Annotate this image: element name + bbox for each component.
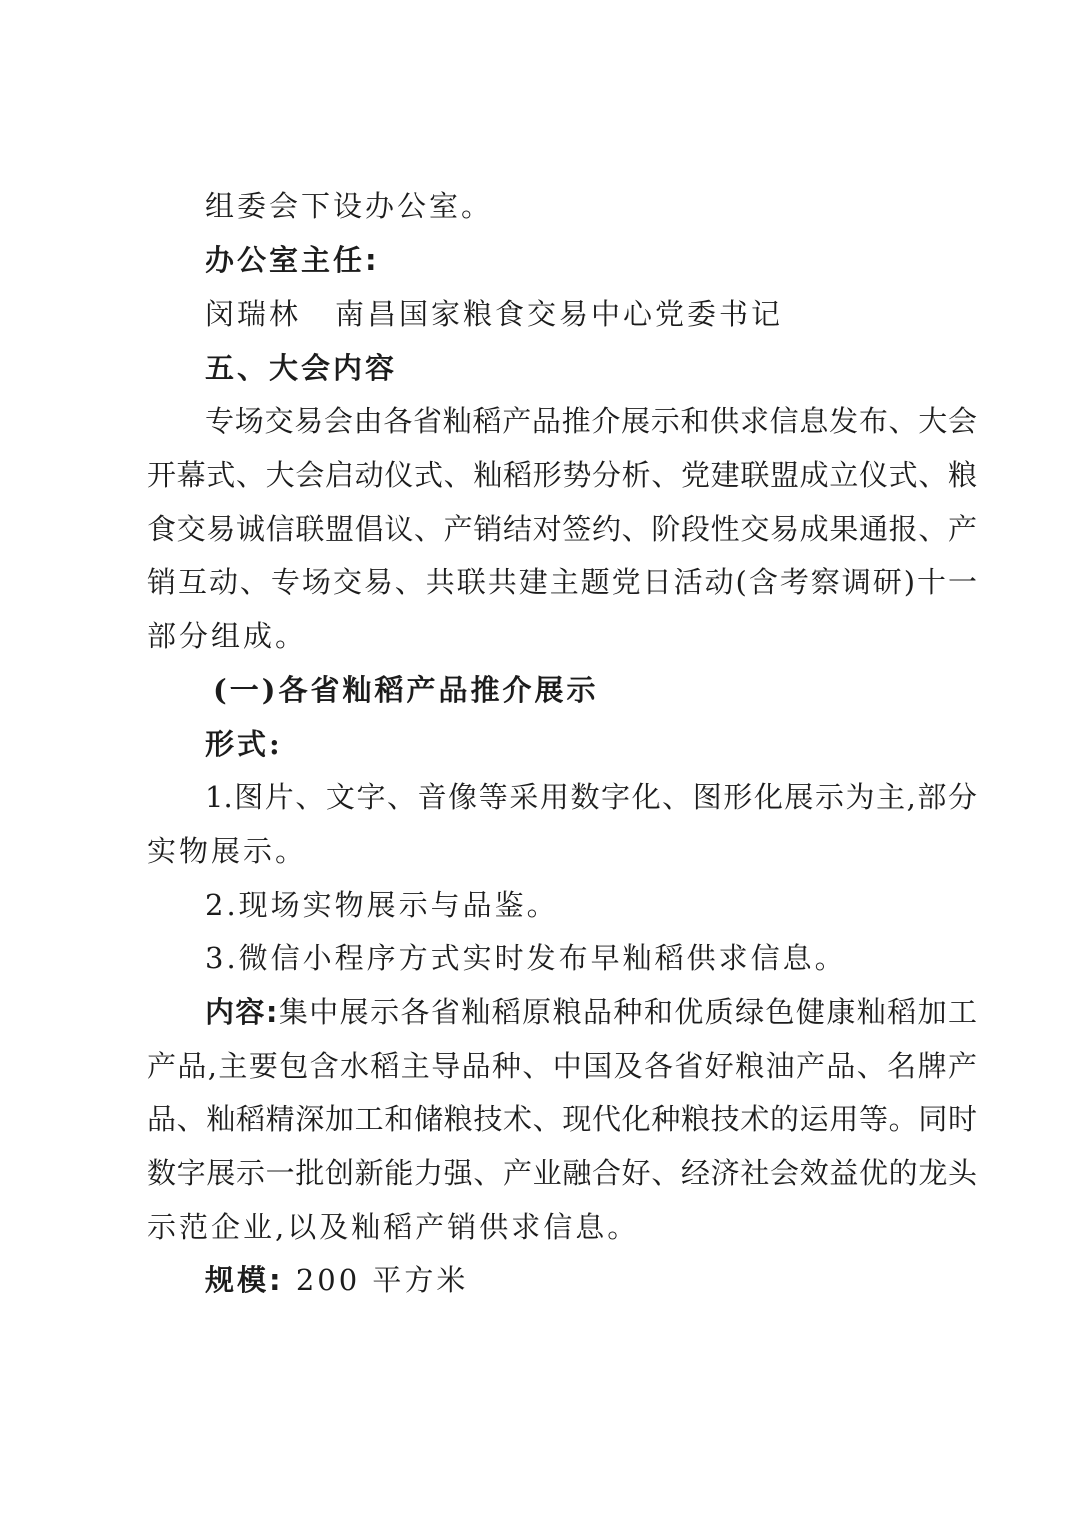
form-item1-line-2: 实物展示。 (147, 834, 308, 868)
scale-value: 200 平方米 (295, 1263, 469, 1297)
form-item1-line-1: 1.图片、文字、音像等采用数字化、图形化展示为主,部分 (205, 780, 977, 814)
content-label: 内容: (205, 995, 278, 1029)
director-name: 闵瑞林 (205, 297, 302, 331)
section5-paragraph-line-5: 部分组成。 (147, 619, 308, 653)
section5-paragraph-line-4: 销互动、专场交易、共联共建主题党日活动(含考察调研)十一 (147, 565, 977, 599)
office-intro: 组委会下设办公室。 (205, 189, 494, 223)
form-item2: 2.现场实物展示与品鉴。 (205, 888, 559, 922)
form-item3: 3.微信小程序方式实时发布早籼稻供求信息。 (205, 941, 847, 975)
content-first-text: 集中展示各省籼稻原粮品种和优质绿色健康籼稻加工 (277, 995, 977, 1029)
scale-label: 规模: (205, 1263, 284, 1297)
subsection1-heading: (一)各省籼稻产品推介展示 (213, 673, 599, 707)
form-label: 形式: (205, 727, 283, 761)
content-first-line (205, 992, 977, 1032)
office-director-label: 办公室主任: (205, 243, 380, 277)
scale-line (205, 1260, 977, 1300)
office-director-line (205, 294, 977, 334)
director-title: 南昌国家粮食交易中心党委书记 (335, 297, 784, 331)
content-line-4: 数字展示一批创新能力强、产业融合好、经济社会效益优的龙头 (147, 1156, 977, 1190)
section5-paragraph-line-2: 开幕式、大会启动仪式、籼稻形势分析、党建联盟成立仪式、粮 (147, 458, 977, 492)
section5-paragraph-line-1: 专场交易会由各省籼稻产品推介展示和供求信息发布、大会 (205, 404, 977, 438)
content-line-3: 品、籼稻精深加工和储粮技术、现代化种粮技术的运用等。同时 (147, 1102, 977, 1136)
content-line-2: 产品,主要包含水稻主导品种、中国及各省好粮油产品、名牌产 (147, 1049, 977, 1083)
section5-paragraph-line-3: 食交易诚信联盟倡议、产销结对签约、阶段性交易成果通报、产 (147, 512, 977, 546)
section5-heading: 五、大会内容 (205, 351, 398, 385)
content-line-5: 示范企业,以及籼稻产销供求信息。 (147, 1210, 640, 1244)
